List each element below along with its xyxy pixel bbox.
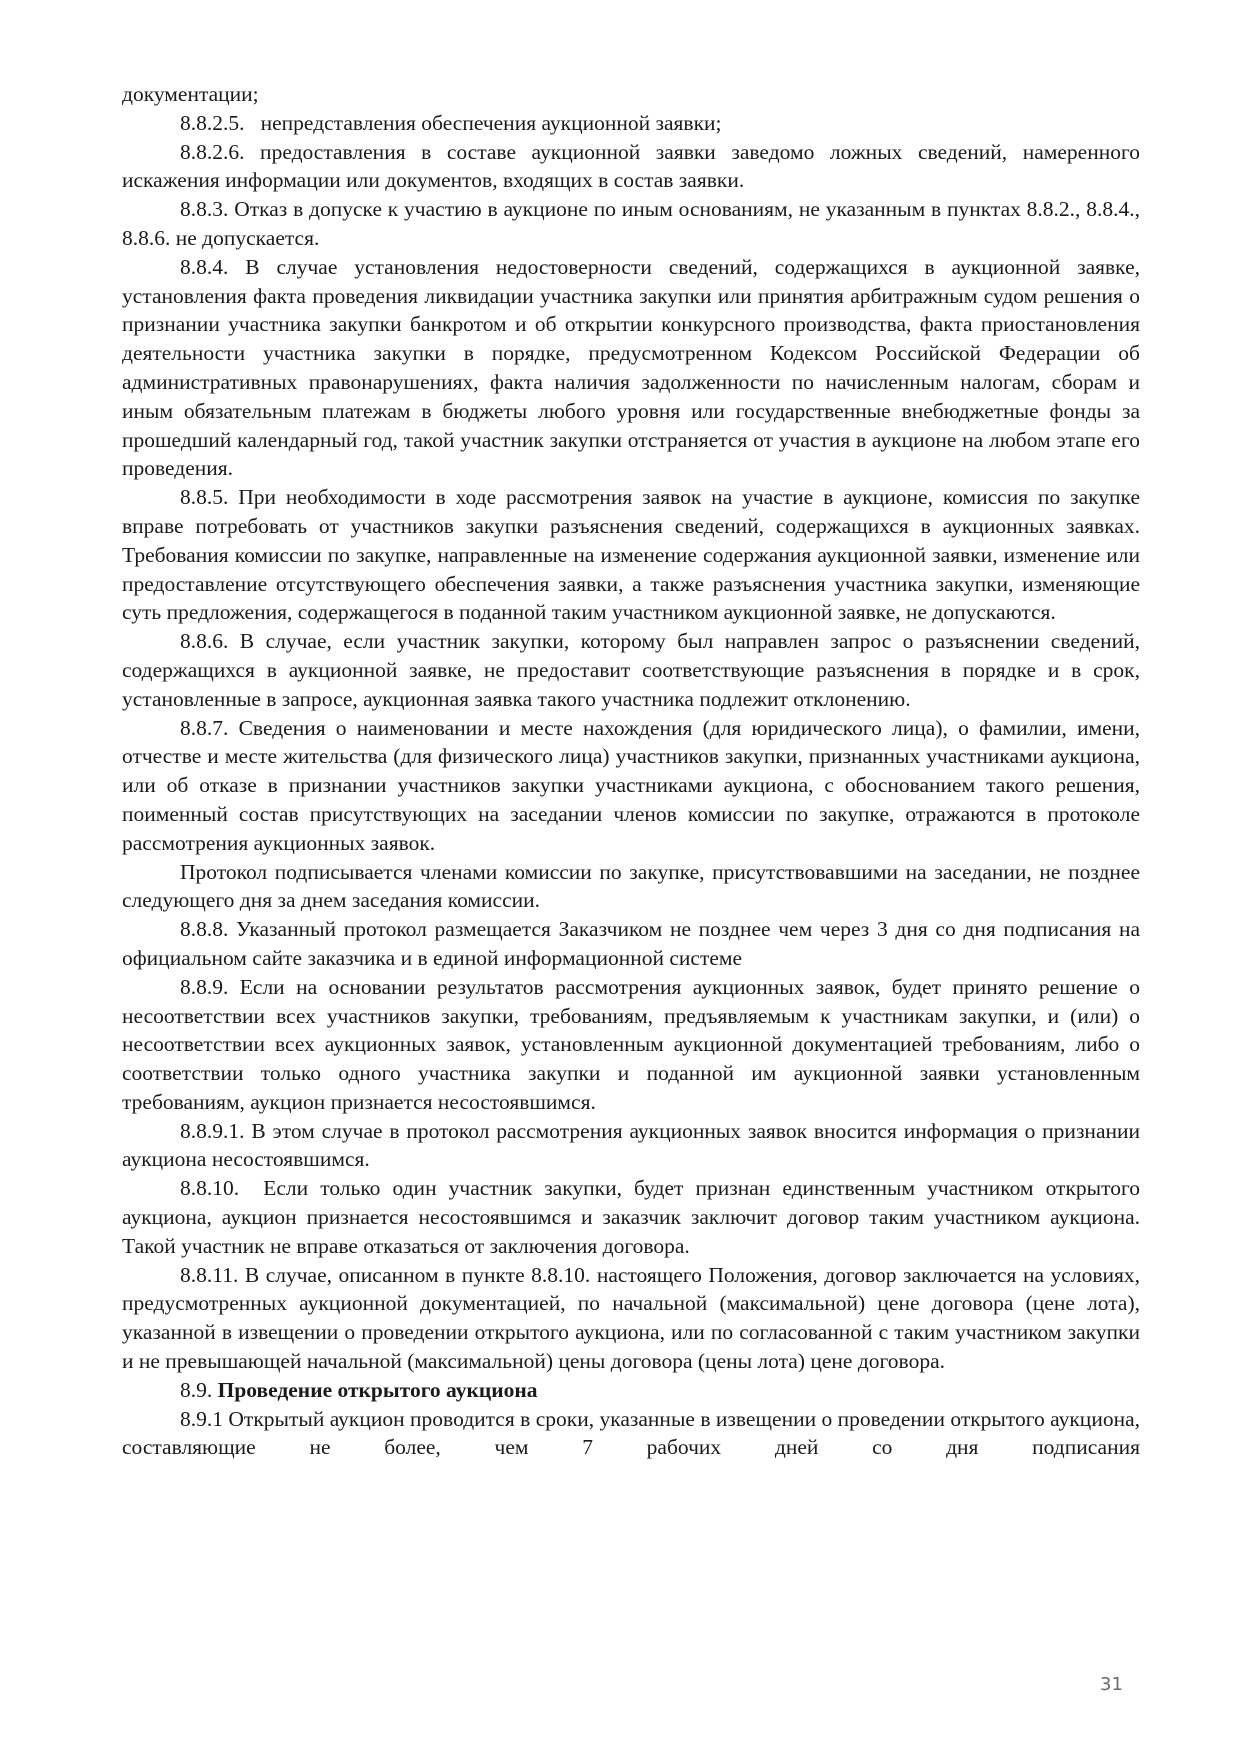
paragraph-8-8-11: 8.8.11. В случае, описанном в пункте 8.8.10. настоящего Положения, договор заключается на условиях, предусмотренных аукционной документацией, по начальной (максимальной) цене договора (цене лота), указанной в извещении о проведении открытого аукциона, или по согласованной с таким участником закупки и не превышающей начальной (максимальной) цены договора (цены лота) цене договора.	[122, 1262, 1140, 1374]
paragraph-8-8-3: 8.8.3. Отказ в допуске к участию в аукционе по иным основаниям, не указанным в пунктах 8.8.2., 8.8.4., 8.8.6. не допускается.	[122, 197, 1140, 250]
paragraph-8-8-8: 8.8.8. Указанный протокол размещается Заказчиком не позднее чем через 3 дня со дня подписания на официальном сайте заказчика и в единой информационной системе	[122, 917, 1140, 970]
paragraph-8-8-5: 8.8.5. При необходимости в ходе рассмотрения заявок на участие в аукционе, комиссия по закупке вправе потребовать от участников закупки разъяснения сведений, содержащихся в аукционных заявках. Требования комиссии по закупке, направленные на изменение содержания аукционной заявки, изменение или предоставление отсутствующего обеспечения заявки, а также разъяснения участника закупки, изменяющие суть предложения, содержащегося в поданной таким участником аукционной заявке, не допускаются.	[122, 485, 1140, 625]
document-body	[122, 80, 1146, 1462]
paragraph-protocol-signing: Протокол подписывается членами комиссии по закупке, присутствовавшими на заседании, не позднее следующего дня за днем заседания комиссии.	[122, 859, 1140, 913]
paragraph-continuation: документации;	[122, 82, 259, 106]
section-heading-8-9	[122, 1376, 1140, 1405]
page-number: 31	[1100, 1674, 1123, 1695]
paragraph-8-9-1: 8.9.1 Открытый аукцион проводится в сроки, указанные в извещении о проведении открытого аукциона, составляющие не более, чем 7 рабочих дней со дня подписания	[122, 1406, 1140, 1460]
section-heading-title: Проведение открытого аукциона	[217, 1377, 538, 1402]
section-heading-number: 8.9.	[180, 1377, 213, 1402]
paragraph-8-8-4: 8.8.4. В случае установления недостоверности сведений, содержащихся в аукционной заявке, установления факта проведения ликвидации участника закупки или принятия арбитражным судом решения о признании участника закупки банкротом и об открытии конкурсного производства, факта приостановления деятельности участника закупки в порядке, предусмотренном Кодексом Российской Федерации об административных правонарушениях, факта наличия задолженности по начисленным налогам, сборам и иным обязательным платежам в бюджеты любого уровня или государственные внебюджетные фонды за прошедший календарный год, такой участник закупки отстраняется от участия в аукционе на любом этапе его проведения.	[122, 254, 1140, 481]
paragraph-8-8-9: 8.8.9. Если на основании результатов рассмотрения аукционных заявок, будет принято решение о несоответствии всех участников закупки, требованиям, предъявляемым к участникам закупки, и (или) о несоответствии всех аукционных заявок, установленным аукционной документацией требованиям, либо о соответствии только одного участника закупки и поданной им аукционной заявки установленным требованиям, аукцион признается несостоявшимся.	[122, 974, 1140, 1114]
paragraph-8-8-2-6: 8.8.2.6. предоставления в составе аукционной заявки заведомо ложных сведений, намеренного искажения информации или документов, входящих в состав заявки.	[122, 139, 1140, 193]
paragraph-8-8-10: 8.8.10. Если только один участник закупки, будет признан единственным участником открытого аукциона, аукцион признается несостоявшимся и заказчик заключит договор таким участником аукциона. Такой участник не вправе отказаться от заключения договора.	[122, 1176, 1146, 1258]
paragraph-8-8-2-5: 8.8.2.5. непредставления обеспечения аукционной заявки;	[180, 110, 722, 135]
paragraph-8-8-6: 8.8.6. В случае, если участник закупки, которому был направлен запрос о разъяснении сведений, содержащихся в аукционной заявке, не предоставит соответствующие разъяснения в порядке и в срок, установленные в запросе, аукционная заявка такого участника подлежит отклонению.	[122, 629, 1140, 711]
paragraph-8-8-7: 8.8.7. Сведения о наименовании и месте нахождения (для юридического лица), о фамилии, имени, отчестве и месте жительства (для физического лица) участников закупки, признанных участниками аукциона, или об отказе в признании участников закупки участниками аукциона, с обоснованием такого решения, поименный состав присутствующих на заседании членов комиссии по закупке, отражаются в протоколе рассмотрения аукционных заявок.	[122, 715, 1140, 855]
paragraph-8-8-9-1: 8.8.9.1. В этом случае в протокол рассмотрения аукционных заявок вносится информация о признании аукциона несостоявшимся.	[122, 1118, 1140, 1172]
